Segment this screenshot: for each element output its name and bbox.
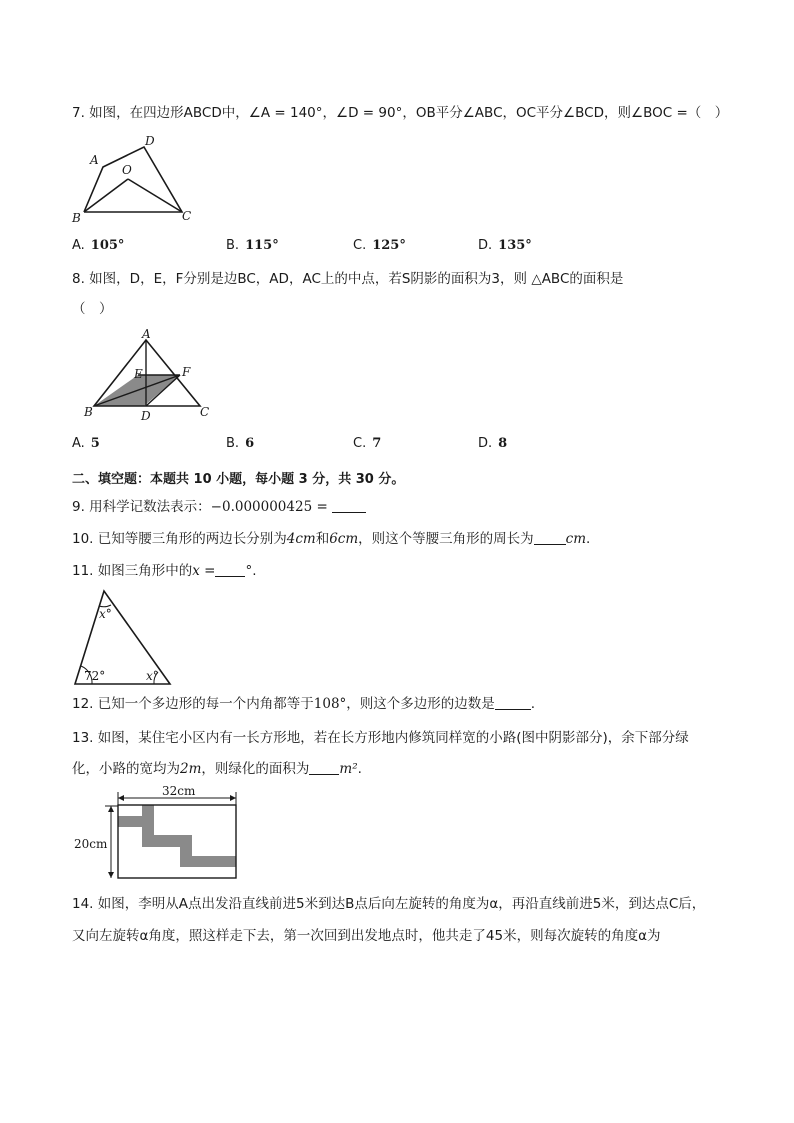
- q7-label-a: A: [90, 153, 99, 167]
- q8-label-e: E: [134, 367, 143, 381]
- q8-label-f: F: [182, 365, 191, 379]
- section-title: 二、填空题：本题共 10 小题，每小题 3 分，共 30 分。: [72, 472, 405, 487]
- q8-label-a: A: [142, 327, 151, 341]
- q8-answer-paren: （ ）: [72, 301, 113, 317]
- q11-label-left: 72°: [84, 669, 106, 683]
- q11-label-right: x°: [146, 669, 159, 683]
- q12-text: 12. 已知一个多边形的每一个内角都等于108°，则这个多边形的边数是 .: [72, 696, 536, 712]
- q10-answer-blank[interactable]: [534, 530, 566, 545]
- q9-text: 9. 用科学记数法表示：−0.000000425 =: [72, 498, 366, 516]
- q8-label-c: C: [200, 405, 210, 419]
- q13-label-height: 20cm: [74, 837, 108, 851]
- q8-option-a[interactable]: A. 5: [72, 436, 100, 451]
- q7-label-d: D: [145, 134, 155, 148]
- q11-figure: [72, 588, 174, 688]
- q13-line2: 化，小路的宽均为2m，则绿化的面积为 m².: [72, 761, 362, 777]
- q13-line1: 13. 如图，某住宅小区内有一长方形地，若在长方形地内修筑同样宽的小路(图中阴影部分)，余下部分绿: [72, 730, 689, 746]
- q11-answer-blank[interactable]: [215, 562, 245, 577]
- q14-line1: 14. 如图，李明从A点出发沿直线前进5米到达B点后向左旋转的角度为α，再沿直线前进5米，到达点C后，: [72, 896, 706, 912]
- q7-label-b: B: [72, 211, 81, 225]
- q8-option-b[interactable]: B. 6: [226, 436, 255, 451]
- q7-option-a[interactable]: A. 105°: [72, 238, 125, 253]
- q8-option-c[interactable]: C. 7: [353, 436, 382, 451]
- q13-label-width: 32cm: [162, 784, 196, 798]
- q8-text: 8. 如图，D，E，F分别是边BC，AD，AC上的中点，若S阴影的面积为3，则 △ABC的面积是: [72, 271, 624, 287]
- q12-answer-blank[interactable]: [495, 695, 531, 710]
- q8-figure: [80, 328, 215, 423]
- q7-option-c[interactable]: C. 125°: [353, 238, 406, 253]
- q13-figure: [72, 786, 242, 882]
- q9-answer-blank[interactable]: [332, 498, 366, 513]
- q14-line2: 又向左旋转α角度，照这样走下去，第一次回到出发地点时，他共走了45米，则每次旋转的角度α为: [72, 928, 661, 944]
- q7-option-d[interactable]: D. 135°: [478, 238, 532, 253]
- q10-text: 10. 已知等腰三角形的两边长分别为4cm和6cm，则这个等腰三角形的周长为 cm.: [72, 531, 591, 547]
- q7-option-b[interactable]: B. 115°: [226, 238, 279, 253]
- q8-label-b: B: [84, 405, 93, 419]
- q7-label-o: O: [122, 163, 132, 177]
- q8-option-d[interactable]: D. 8: [478, 436, 508, 451]
- q13-answer-blank[interactable]: [309, 760, 339, 775]
- q11-text: 11. 如图三角形中的x = °.: [72, 563, 257, 579]
- q7-label-c: C: [182, 209, 192, 223]
- q7-figure: [70, 132, 200, 227]
- q11-label-top: x°: [99, 607, 112, 621]
- q7-text: 7. 如图，在四边形ABCD中，∠A = 140°，∠D = 90°，OB平分∠ABC，OC平分∠BCD，则∠BOC =（ ）: [72, 105, 729, 121]
- q8-label-d: D: [141, 409, 151, 423]
